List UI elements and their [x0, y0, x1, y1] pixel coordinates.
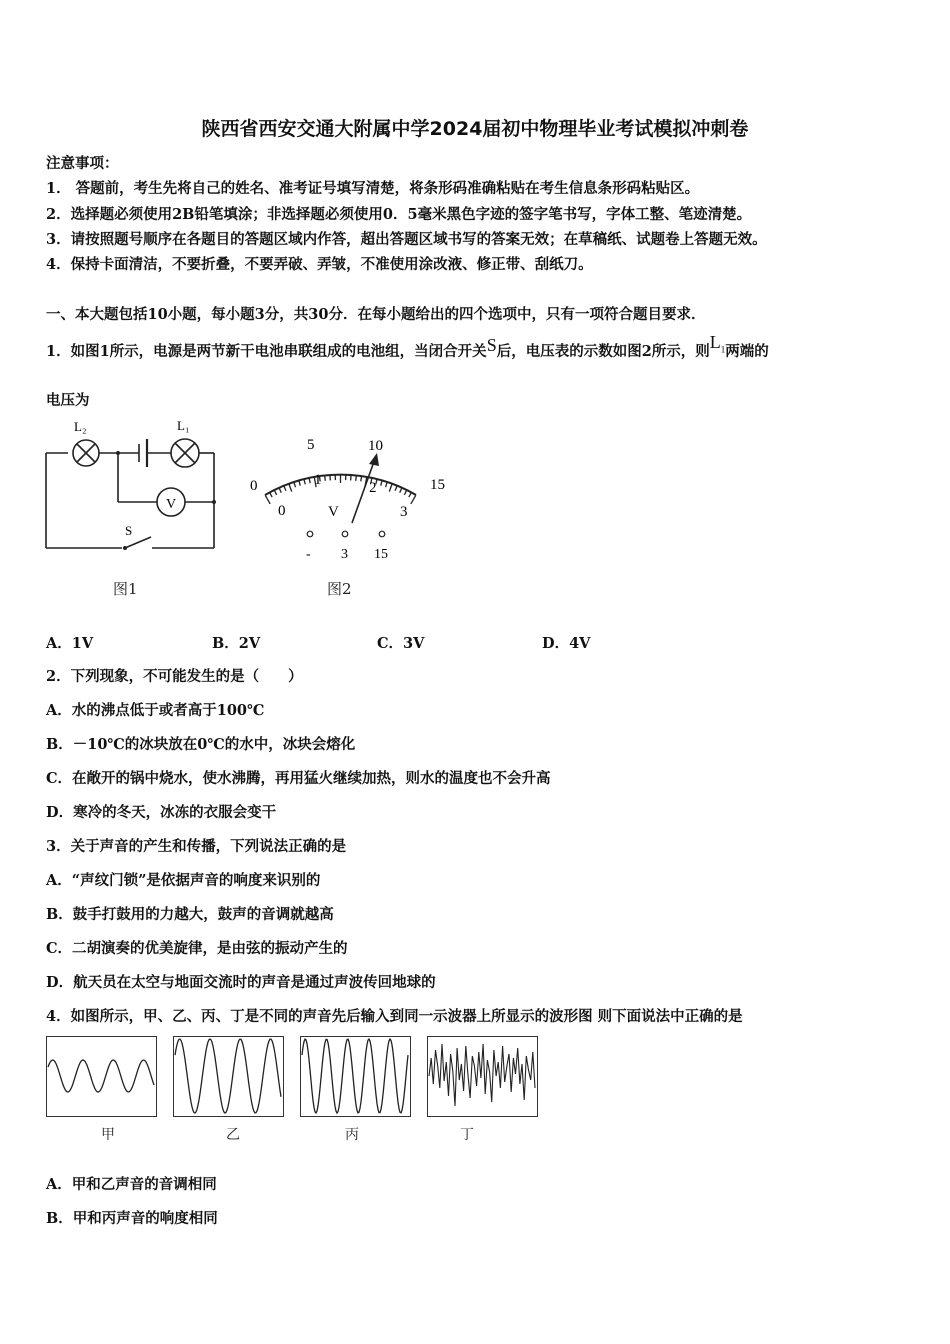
notice-heading: 注意事项： [46, 155, 119, 172]
dial-tick [325, 476, 326, 481]
wave-label-ding: 丁 [460, 1127, 474, 1143]
switch-symbol: S [486, 335, 497, 355]
q2-stem: 2．下列现象，不可能发生的是（ ） [46, 668, 303, 685]
dial-tick [361, 477, 362, 482]
notice-item: 3．请按照题号顺序在各题目的答题区域内作答，超出答题区域书写的答案无效；在草稿纸、试题卷上答题无效。 [46, 231, 767, 248]
dial-tick [299, 481, 300, 486]
label-l2: L₂ [74, 419, 87, 434]
dial-tick [404, 490, 406, 495]
dial-tick [309, 478, 310, 483]
terminal-15: 15 [374, 547, 388, 562]
q4-option-b[interactable]: B．甲和丙声音的响度相同 [46, 1210, 218, 1227]
voltmeter-dial [240, 428, 460, 568]
lamp-symbol: $L_1$ [709, 332, 726, 355]
dial-tick [395, 486, 397, 491]
dial-tick [386, 482, 388, 487]
dial-tick [389, 484, 392, 492]
voltmeter-label: V [166, 497, 177, 512]
notice-item: 1． 答题前，考生先将自己的姓名、准考证号填写清楚，将条形码准确粘贴在考生信息条形码粘贴区。 [46, 180, 700, 197]
circuit-diagram [40, 414, 225, 559]
dial-tick [265, 495, 270, 504]
wave-label-yi: 乙 [226, 1127, 240, 1143]
dial-tick [409, 493, 411, 497]
q2-option-c[interactable]: C．在敞开的锅中烧水，使水沸腾，再用猛火继续加热，则水的温度也不会升高 [46, 770, 551, 787]
q2-option-d[interactable]: D．寒冷的冬天，冰冻的衣服会变干 [46, 804, 277, 821]
waveform-bing [300, 1036, 411, 1118]
q2-option-b[interactable]: B．－10℃的冰块放在0℃的水中，冰块会熔化 [46, 736, 356, 753]
switch-label: S [125, 523, 133, 538]
q4-stem: 4．如图所示，甲、乙、丙、丁是不同的声音先后输入到同一示波器上所显示的波形图 则下面说法中正确的是 [46, 1008, 743, 1025]
notice-item: 4．保持卡面清洁，不要折叠，不要弄破、弄皱，不准使用涂改液、修正带、刮纸刀。 [46, 256, 593, 273]
dial-tick [294, 482, 296, 487]
q1-stem: 1．如图1所示，电源是两节新干电池串联组成的电池组，当闭合开关S后，电压表的示数如图2所示，则$L_1$两端的 [46, 332, 769, 360]
dial-tick [400, 488, 402, 493]
terminal-neg: - [306, 547, 311, 562]
q3-option-c[interactable]: C．二胡演奏的优美旋律，是由弦的振动产生的 [46, 940, 348, 957]
q1-option-c[interactable]: C．3V [377, 635, 425, 652]
page-title: 陕西省西安交通大附属中学2024届初中物理毕业考试模拟冲刺卷 [201, 118, 749, 140]
label-l1: L₁ [177, 418, 190, 433]
waveform-yi [173, 1036, 284, 1118]
dial-v-label: V [328, 504, 339, 520]
fig2-caption: 图2 [327, 580, 352, 598]
wave-label-jia: 甲 [101, 1127, 115, 1143]
terminal-3: 3 [341, 547, 348, 562]
dial-tick [279, 488, 281, 493]
dial-outer-0: 0 [250, 478, 258, 494]
dial-outer-10: 10 [368, 438, 383, 454]
q1-option-d[interactable]: D．4V [542, 635, 591, 652]
dial-tick [381, 481, 382, 486]
q2-option-a[interactable]: A．水的沸点低于或者高于100℃ [46, 702, 265, 719]
dial-outer-5: 5 [307, 437, 315, 453]
fig1-caption: 图1 [113, 580, 138, 598]
wave-label-bing: 丙 [345, 1127, 359, 1143]
dial-tick [289, 484, 292, 492]
q3-option-b[interactable]: B．鼓手打鼓用的力越大，鼓声的音调就越高 [46, 906, 334, 923]
dial-tick [356, 476, 357, 481]
dial-inner-0: 0 [278, 503, 286, 519]
dial-tick [411, 495, 416, 504]
dial-outer-15: 15 [430, 477, 445, 493]
dial-tick [270, 493, 272, 497]
dial-inner-3: 3 [400, 504, 408, 520]
section-heading: 一、本大题包括10小题，每小题3分，共30分．在每小题给出的四个选项中，只有一项符合题目要求． [46, 306, 706, 323]
q3-stem: 3．关于声音的产生和传播，下列说法正确的是 [46, 838, 347, 855]
waveform-ding [427, 1036, 538, 1118]
q1-option-b[interactable]: B．2V [212, 635, 261, 652]
waveform-jia [46, 1036, 157, 1118]
dial-tick [284, 486, 286, 491]
dial-inner-1: 1 [314, 472, 322, 488]
q1-option-a[interactable]: A．1V [46, 635, 94, 652]
dial-tick [274, 490, 276, 495]
q4-option-a[interactable]: A．甲和乙声音的音调相同 [46, 1176, 217, 1193]
dial-inner-2: 2 [369, 480, 377, 496]
q3-option-d[interactable]: D．航天员在太空与地面交流时的声音是通过声波传回地球的 [46, 974, 436, 991]
notice-item: 2．选择题必须使用2B铅笔填涂；非选择题必须使用0．5毫米黑色字迹的签字笔书写，字体工整、笔迹清楚。 [46, 206, 752, 223]
dial-tick [304, 480, 305, 485]
q3-option-a[interactable]: A．“声纹门锁”是依据声音的响度来识别的 [46, 872, 321, 889]
q1-stem-cont: 电压为 [46, 392, 90, 409]
